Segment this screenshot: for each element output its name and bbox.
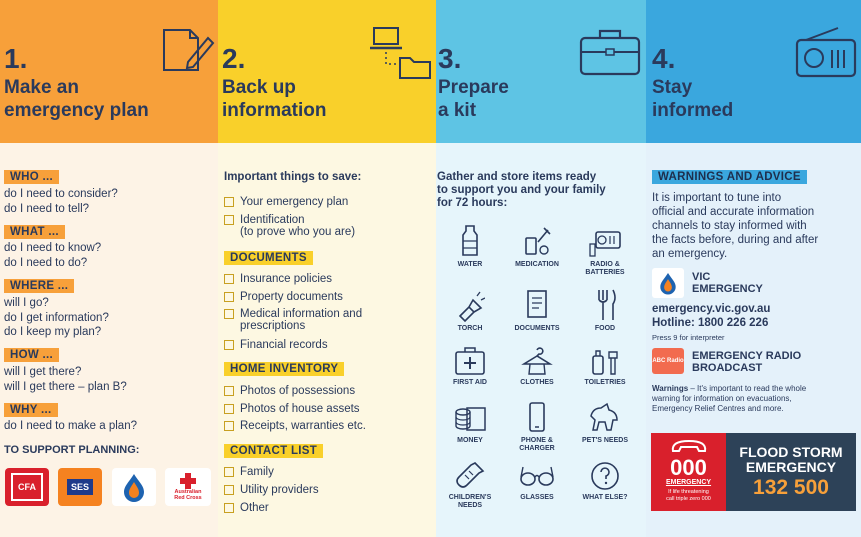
kit-intro-3: for 72 hours: xyxy=(437,197,508,209)
kit-label: FIRST AID xyxy=(453,379,487,386)
website-link[interactable]: emergency.vic.gov.au xyxy=(652,303,771,315)
kit-medication xyxy=(504,224,570,269)
vic-emergency-logo xyxy=(652,268,684,298)
kit-label-2: NEEDS xyxy=(457,502,483,509)
kit-label xyxy=(437,494,503,510)
triple-zero-panel xyxy=(651,433,726,511)
triple-zero-note-2: call triple zero 000 xyxy=(666,496,711,502)
home-inventory-tag: HOME INVENTORY xyxy=(224,362,344,376)
who-tag: WHO ... xyxy=(4,170,59,184)
title-line-1: Stay xyxy=(652,77,693,98)
checklist-item: Identification xyxy=(224,213,305,227)
kit-whatelse xyxy=(572,461,638,502)
what-tag: WHAT ... xyxy=(4,225,65,239)
checklist-item: Insurance policies xyxy=(224,272,332,286)
kit-label xyxy=(504,437,570,453)
radio-batteries-icon xyxy=(588,224,622,258)
kit-torch xyxy=(437,288,503,333)
radio-broadcast-title xyxy=(692,350,801,374)
contact-list-tag: CONTACT LIST xyxy=(224,444,323,458)
why-line-1: do I need to make a plan? xyxy=(4,420,137,432)
clothes-hanger-icon xyxy=(521,346,553,376)
kit-intro-1: Gather and store items ready xyxy=(437,171,597,183)
kit-clothes xyxy=(504,346,570,387)
column-stay-informed xyxy=(646,0,861,537)
checklist-item: Family xyxy=(224,465,274,479)
ses-logo-text: SES xyxy=(67,479,93,495)
title-line-2: a kit xyxy=(438,100,477,121)
what-line-2: do I need to do? xyxy=(4,257,88,269)
how-line-2: will I get there – plan B? xyxy=(4,381,127,393)
title-line-2: informed xyxy=(652,100,734,121)
documents-icon xyxy=(522,288,552,322)
radio-line-2: BROADCAST xyxy=(692,362,763,374)
kit-label: TOILETRIES xyxy=(584,379,626,386)
documents-tag: DOCUMENTS xyxy=(224,251,313,265)
where-line-2: do I get information? xyxy=(4,312,109,324)
kit-toiletries xyxy=(572,346,638,387)
step-title xyxy=(652,76,733,122)
where-line-1: will I go? xyxy=(4,297,49,309)
header-back-up xyxy=(218,0,436,143)
radio-line-1: EMERGENCY RADIO xyxy=(692,350,802,362)
checklist-item: Other xyxy=(224,501,269,515)
triple-zero-label: EMERGENCY xyxy=(665,479,712,486)
intro-line: official and accurate information xyxy=(652,206,815,218)
kit-label-1: PHONE & xyxy=(521,437,553,444)
medication-icon xyxy=(522,224,552,258)
warnings-advice-tag: WARNINGS AND ADVICE xyxy=(652,170,807,184)
warnings-text-3: Emergency Relief Centres and more. xyxy=(652,404,784,413)
warnings-text-2: warning for information on evacuations, xyxy=(652,394,792,403)
flood-storm-line-2: EMERGENCY xyxy=(745,459,837,475)
red-cross-text-2: Red Cross xyxy=(174,495,202,501)
id-note: (to prove who you are) xyxy=(240,226,356,238)
red-cross-logo xyxy=(165,468,211,506)
title-line-1: Prepare xyxy=(438,77,509,98)
intro-line: It is important to tune into xyxy=(652,192,782,204)
fork-knife-icon xyxy=(590,288,620,322)
step-number: 1. xyxy=(4,43,28,74)
kit-documents xyxy=(504,288,570,333)
toiletries-icon xyxy=(589,346,621,376)
kit-label-1: CHILDREN'S xyxy=(448,494,492,501)
kit-label: WHAT ELSE? xyxy=(582,494,628,501)
money-icon xyxy=(453,402,487,434)
flame-drop-icon xyxy=(658,271,678,295)
header-prepare-kit xyxy=(436,0,646,143)
checklist-item: Property documents xyxy=(224,290,343,304)
kit-label xyxy=(572,261,638,277)
where-line-3: do I keep my plan? xyxy=(4,326,102,338)
how-tag: HOW ... xyxy=(4,348,59,362)
interpreter-note: Press 9 for interpreter xyxy=(652,333,725,342)
glasses-icon xyxy=(519,461,555,491)
triple-zero-note xyxy=(651,489,726,503)
kit-water xyxy=(437,224,503,269)
kit-intro-2: to support you and your family xyxy=(437,184,606,196)
save-intro: Important things to save: xyxy=(224,171,362,183)
kit-label: MEDICATION xyxy=(515,261,559,268)
vic-line-2: EMERGENCY xyxy=(692,283,763,295)
warnings-text-1: – It's important to read the whole xyxy=(688,384,807,393)
kit-label: TORCH xyxy=(457,325,483,332)
first-aid-icon xyxy=(454,346,486,376)
dog-icon xyxy=(587,402,623,434)
flame-drop-icon xyxy=(121,472,147,502)
triple-zero-number: 000 xyxy=(670,455,707,480)
step-title xyxy=(438,76,509,122)
title-line-2: information xyxy=(222,100,327,121)
header-make-plan xyxy=(0,0,218,143)
kit-label: GLASSES xyxy=(520,494,554,501)
triple-zero-note-1: If life threatening xyxy=(668,489,709,495)
kit-label: PET'S NEEDS xyxy=(581,437,628,444)
who-line-1: do I need to consider? xyxy=(4,188,118,200)
step-title xyxy=(222,76,327,122)
intro-line: the facts before, during and after xyxy=(652,234,819,246)
kit-label: FOOD xyxy=(594,325,616,332)
kit-label: WATER xyxy=(457,261,483,268)
kit-pets xyxy=(572,402,638,445)
warnings-bold: Warnings xyxy=(652,384,689,393)
flood-storm-panel xyxy=(726,433,856,511)
red-cross-icon xyxy=(180,473,196,489)
kit-label-2: BATTERIES xyxy=(585,269,625,276)
checklist-item: Medical information and xyxy=(224,307,362,321)
intro-line: an emergency. xyxy=(652,248,728,260)
how-line-1: will I get there? xyxy=(4,366,82,378)
flood-storm-number: 132 500 xyxy=(753,476,829,499)
step-number: 4. xyxy=(652,43,676,74)
medical-line-2: prescriptions xyxy=(240,320,306,332)
torch-icon xyxy=(455,288,485,322)
kit-label: DOCUMENTS xyxy=(514,325,560,332)
checklist-item: Photos of house assets xyxy=(224,402,360,416)
kit-label: MONEY xyxy=(457,437,483,444)
checklist-item: Receipts, warranties etc. xyxy=(224,419,366,433)
step-title xyxy=(4,76,149,122)
abc-radio-logo: ABC Radio xyxy=(652,348,684,374)
checklist-item: Photos of possessions xyxy=(224,384,355,398)
water-bottle-icon xyxy=(455,224,485,258)
header-stay-informed xyxy=(646,0,861,143)
vic-emergency-logo xyxy=(112,468,156,506)
column-prepare-kit xyxy=(436,0,646,537)
step-number: 3. xyxy=(438,43,462,74)
kit-label-1: RADIO & xyxy=(590,261,620,268)
step-number: 2. xyxy=(222,43,246,74)
what-line-1: do I need to know? xyxy=(4,242,102,254)
title-line-1: Make an xyxy=(4,77,79,98)
document-pencil-icon xyxy=(160,22,216,74)
kit-food xyxy=(572,288,638,333)
vic-line-1: VIC xyxy=(692,271,711,283)
checklist-item: Your emergency plan xyxy=(224,195,348,209)
column-back-up xyxy=(218,0,436,537)
kit-label: CLOTHES xyxy=(520,379,554,386)
kit-label-2: CHARGER xyxy=(519,445,555,452)
baby-bottle-icon xyxy=(455,461,485,491)
red-cross-text-1: Australian xyxy=(174,489,202,495)
ses-logo xyxy=(58,468,102,506)
title-line-2: emergency plan xyxy=(4,100,149,121)
briefcase-icon xyxy=(578,26,642,78)
cfa-logo xyxy=(5,468,49,506)
why-tag: WHY ... xyxy=(4,403,58,417)
column-make-plan xyxy=(0,0,218,537)
cfa-logo-text: CFA xyxy=(11,473,43,501)
kit-money xyxy=(437,402,503,445)
phone-icon xyxy=(522,402,552,434)
hotline: Hotline: 1800 226 226 xyxy=(652,317,769,329)
kit-firstaid xyxy=(437,346,503,387)
support-planning-heading: TO SUPPORT PLANNING: xyxy=(4,444,140,456)
radio-icon xyxy=(794,26,858,82)
laptop-folder-icon xyxy=(368,24,434,80)
checklist-item: Financial records xyxy=(224,338,328,352)
kit-phone xyxy=(504,402,570,453)
kit-glasses xyxy=(504,461,570,502)
question-mark-icon xyxy=(590,461,620,491)
where-tag: WHERE ... xyxy=(4,279,74,293)
flood-storm-line-1: FLOOD STORM xyxy=(739,444,843,460)
warnings-note xyxy=(652,384,806,414)
checklist-item: Utility providers xyxy=(224,483,319,497)
kit-radio xyxy=(572,224,638,277)
title-line-1: Back up xyxy=(222,77,296,98)
vic-emergency-title xyxy=(692,271,763,295)
who-line-2: do I need to tell? xyxy=(4,203,90,215)
telephone-icon xyxy=(669,437,709,457)
intro-line: channels to stay informed with xyxy=(652,220,807,232)
kit-children xyxy=(437,461,503,510)
